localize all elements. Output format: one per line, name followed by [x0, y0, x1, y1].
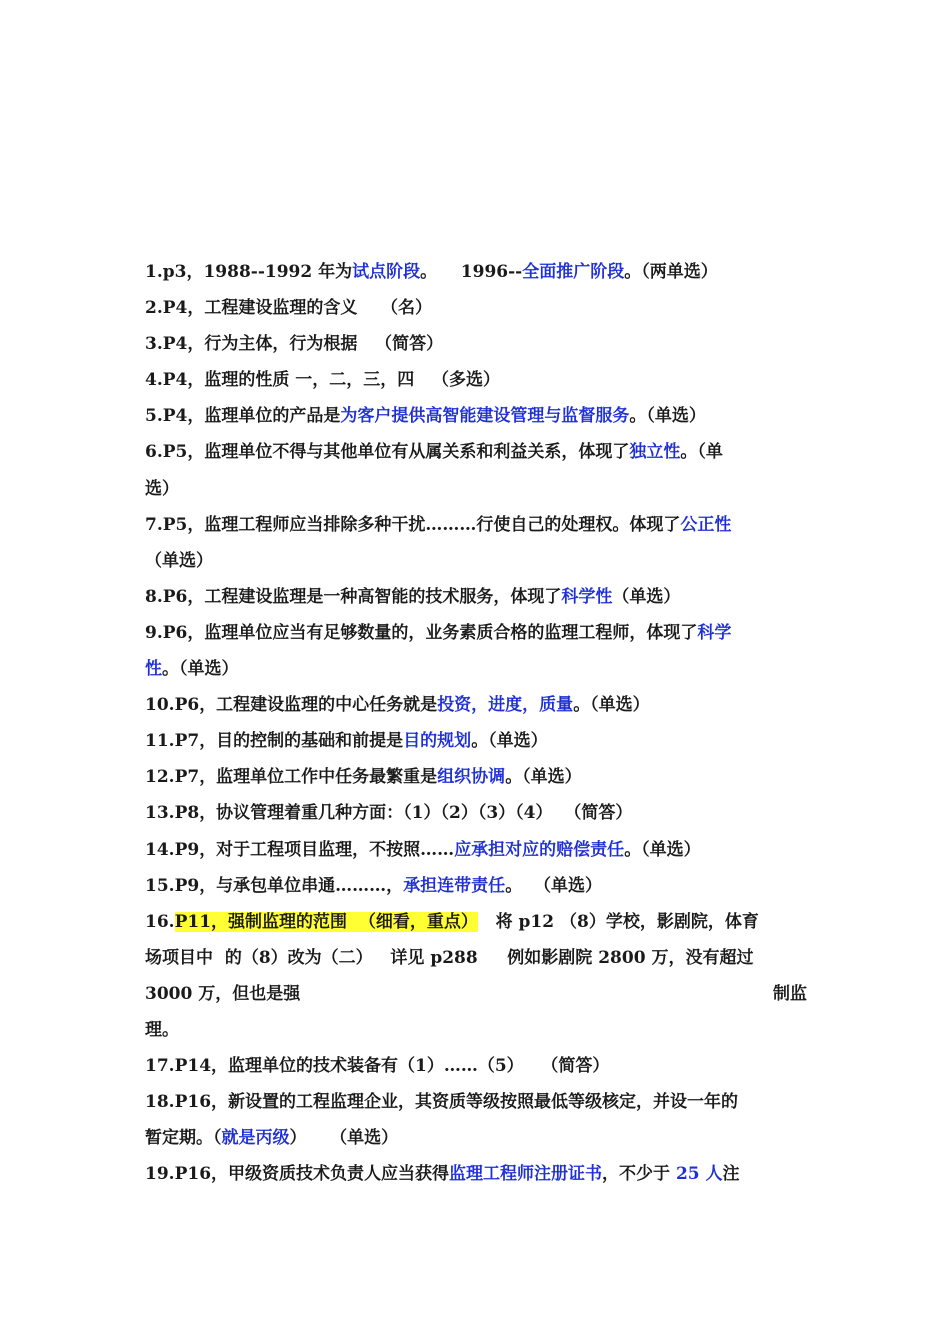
list-item-11: 11.P7，目的控制的基础和前提是目的规划。（单选）: [145, 731, 548, 752]
list-item-16-cont-3: 理。: [145, 1019, 179, 1040]
list-item-14: 14.P9，对于工程项目监理，不按照……应承担对应的赔偿责任。（单选）: [145, 839, 701, 860]
emphasis-text: 应承担对应的赔偿责任: [454, 839, 625, 860]
list-item-1: 1.p3，1988--1992 年为试点阶段。 1996--全面推广阶段。（两单选）: [145, 262, 718, 282]
list-item-12: 12.P7，监理单位工作中任务最繁重是组织协调。（单选）: [145, 767, 582, 788]
list-item-7: 7.P5，监理工程师应当排除多种干扰………行使自己的处理权。体现了公正性: [145, 514, 732, 535]
emphasis-text: 监理工程师注册证书: [449, 1164, 603, 1185]
emphasis-text: 科学性: [561, 586, 613, 607]
notes-list: [145, 254, 807, 1192]
list-item-18: 18.P16，新设置的工程监理企业，其资质等级按照最低等级核定，并设一年的: [145, 1092, 739, 1113]
list-item-15: 15.P9，与承包单位串通………，承担连带责任。 （单选）: [145, 875, 603, 896]
emphasis-text: 就是丙级: [221, 1128, 290, 1149]
list-item-7-cont: （单选）: [145, 550, 213, 571]
list-item-13: 13.P8，协议管理着重几种方面：（1）（2）（3）（4） （简答）: [145, 803, 633, 824]
list-item-6: 6.P5，监理单位不得与其他单位有从属关系和利益关系，体现了独立性。（单: [145, 442, 723, 463]
list-item-16: 16.P11，强制监理的范围 （细看，重点） 将 p12 （8）学校，影剧院，体育: [145, 911, 759, 932]
list-item-9: 9.P6，监理单位应当有足够数量的，业务素质合格的监理工程师，体现了科学: [145, 622, 732, 643]
list-item-17: 17.P14，监理单位的技术装备有（1）……（5） （简答）: [145, 1056, 610, 1077]
emphasis-text: 组织协调: [437, 767, 506, 788]
list-item-2: 2.P4，工程建设监理的含义 （名）: [145, 298, 433, 319]
emphasis-text: 目的规划: [403, 731, 472, 752]
list-item-6-cont: 选）: [145, 478, 179, 499]
emphasis-text: 公正性: [680, 514, 732, 535]
list-item-16-cont-2: 3000 万，但也是强 制监: [145, 983, 807, 1004]
emphasis-text: 独立性: [629, 442, 681, 463]
list-item-9-cont: 性。（单选）: [145, 659, 239, 680]
list-item-8: 8.P6，工程建设监理是一种高智能的技术服务，体现了科学性（单选）: [145, 586, 681, 607]
list-item-4: 4.P4，监理的性质 一，二，三，四 （多选）: [145, 370, 501, 391]
list-item-3: 3.P4，行为主体，行为根据 （简答）: [145, 334, 444, 355]
list-item-10: 10.P6，工程建设监理的中心任务就是投资，进度，质量。（单选）: [145, 695, 650, 716]
emphasis-text: 试点阶段: [352, 262, 421, 282]
emphasis-text: 25 人: [675, 1164, 723, 1185]
highlighted-text: P11，强制监理的范围 （细看，重点）: [174, 911, 478, 932]
emphasis-text: 为客户提供高智能建设管理与监督服务: [340, 406, 630, 427]
list-item-5: 5.P4，监理单位的产品是为客户提供高智能建设管理与监督服务。（单选）: [145, 406, 706, 427]
list-item-19: 19.P16，甲级资质技术负责人应当获得监理工程师注册证书，不少于 25 人注: [145, 1164, 740, 1185]
emphasis-text: 科学: [697, 622, 732, 643]
list-item-18-cont: 暂定期。（就是丙级） （单选）: [145, 1128, 399, 1149]
list-item-16-cont: 场项目中 的（8）改为（二） 详见 p288 例如影剧院 2800 万，没有超过: [145, 947, 754, 968]
emphasis-text: 性: [145, 659, 162, 680]
emphasis-text: 投资，进度，质量: [437, 695, 574, 716]
emphasis-text: 全面推广阶段: [522, 262, 625, 282]
emphasis-text: 承担连带责任: [403, 875, 506, 896]
